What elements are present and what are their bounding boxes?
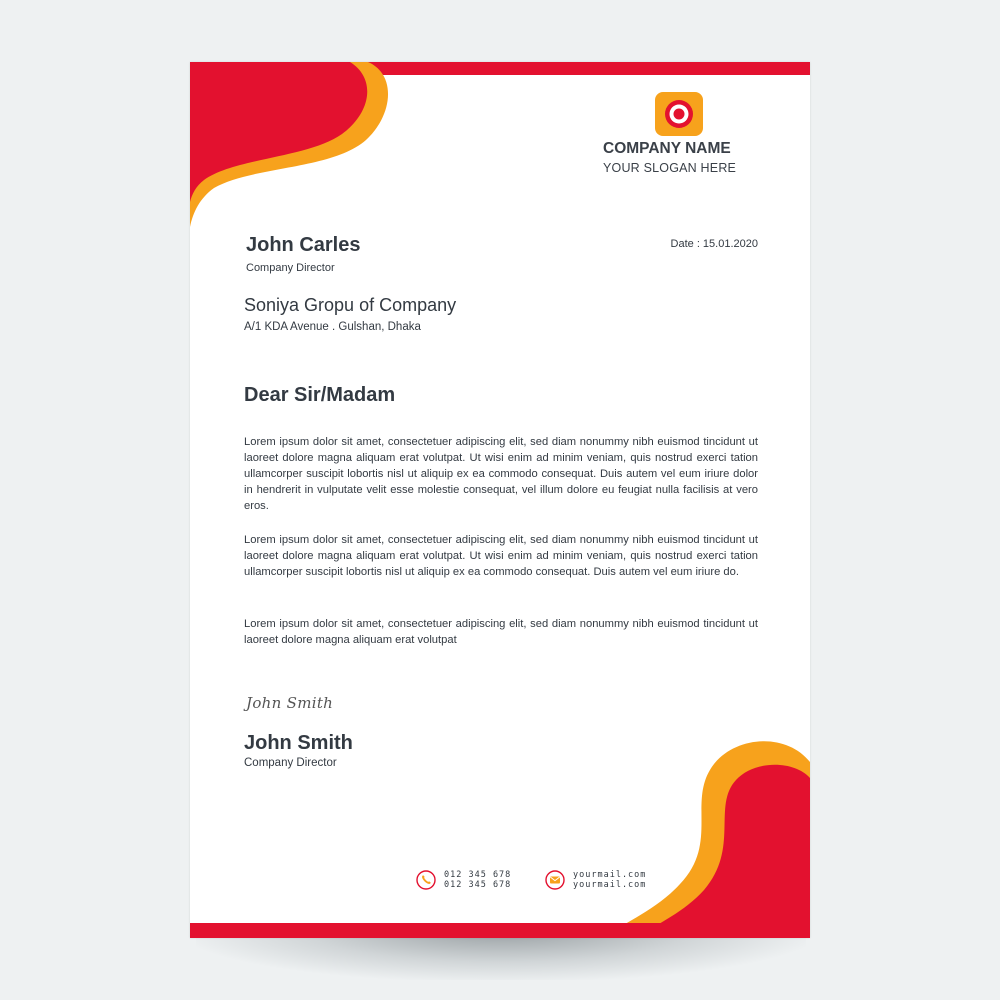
salutation: Dear Sir/Madam bbox=[244, 384, 396, 406]
email-address-2: yourmail.com bbox=[573, 880, 647, 890]
email-contact bbox=[545, 870, 646, 890]
phone-icon bbox=[416, 870, 436, 890]
company-slogan: YOUR SLOGAN HERE bbox=[603, 161, 737, 175]
body-paragraph-3: Lorem ipsum dolor sit amet, consectetuer adipiscing elit, sed diam nonummy nibh euismod tincidunt ut laoreet dolore magna aliquam erat volutpat bbox=[244, 618, 758, 646]
signer-name: John Smith bbox=[244, 732, 353, 754]
letterhead-page bbox=[190, 62, 810, 938]
signer-title: Company Director bbox=[244, 757, 337, 769]
phone-contact bbox=[416, 870, 511, 890]
sender-title: Company Director bbox=[246, 262, 335, 274]
phone-number-2: 012 345 678 bbox=[444, 880, 512, 890]
email-address-1: yourmail.com bbox=[573, 870, 647, 880]
sender-name: John Carles bbox=[246, 234, 361, 256]
phone-number-1: 012 345 678 bbox=[444, 870, 512, 880]
company-name: COMPANY NAME bbox=[603, 140, 731, 157]
handwritten-signature: John Smith bbox=[246, 694, 334, 712]
recipient-address: A/1 KDA Avenue . Gulshan, Dhaka bbox=[244, 321, 421, 333]
letter-date: Date : 15.01.2020 bbox=[670, 238, 758, 250]
company-logo-icon bbox=[655, 92, 703, 136]
body-paragraph-2: Lorem ipsum dolor sit amet, consectetuer adipiscing elit, sed diam nonummy nibh euismod tincidunt ut laoreet dolore magna aliquam erat volutpat. Ut wisi enim ad minim veniam, quis nostrud exerci tation ullamcorper suscipit lobortis nisl ut aliquip ex ea commodo consequat. Duis autem vel eum iriure do. bbox=[244, 534, 758, 578]
body-paragraph-1: Lorem ipsum dolor sit amet, consectetuer adipiscing elit, sed diam nonummy nibh euismod tincidunt ut laoreet dolore magna aliquam erat volutpat. Ut wisi enim ad minim veniam, quis nostrud exerci tation ullamcorper suscipit lobortis nisl ut aliquip ex ea commodo consequat. Duis autem vel eum iriure dolor in hendrerit in vulputate velit esse molestie consequat, vel illum dolore eu feugiat nulla facilisis at vero eros. bbox=[244, 436, 758, 512]
bottom-bar bbox=[190, 923, 810, 938]
recipient-company: Soniya Gropu of Company bbox=[244, 295, 457, 315]
envelope-icon bbox=[545, 870, 565, 890]
